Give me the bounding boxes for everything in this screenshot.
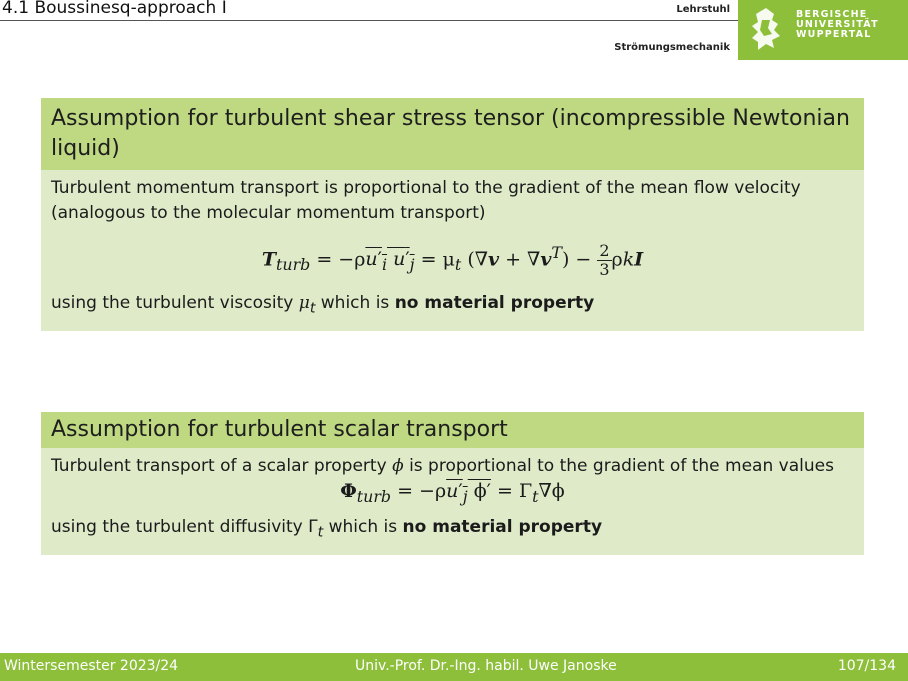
lion-emblem-icon xyxy=(748,6,784,52)
shear-stress-block-title: Assumption for turbulent shear stress tensor (incompressible Newtonian liquid) xyxy=(41,98,864,170)
scalar-transport-description: Turbulent transport of a scalar property ϕ is proportional to the gradient of the mean values xyxy=(51,456,834,476)
chair-label-line2: Strömungsmechanik xyxy=(614,42,730,53)
university-name-line1: BERGISCHE xyxy=(796,9,868,20)
turbulent-diffusivity-note: using the turbulent diffusivity $\Gamma_t$ which is no material property xyxy=(51,516,603,541)
boussinesq-equation: $T_{turb} = -\rho u'_i$ $u'_j = \mu_t$ $(\nabla v + \nabla v^T)$ − $\frac{2}{3}$ ρkI xyxy=(261,240,644,279)
shear-stress-block xyxy=(41,98,864,331)
scalar-flux-equation: $\Phi_{turb} = -\rho u'_j$ $\phi' = \Gamma_t\nabla\phi$ xyxy=(340,480,565,506)
chair-label-line1: Lehrstuhl xyxy=(676,4,730,15)
slide-title: 4.1 Boussinesq-approach I xyxy=(2,0,227,18)
scalar-transport-block-title: Assumption for turbulent scalar transport xyxy=(41,412,864,448)
university-name-line3: WUPPERTAL xyxy=(796,29,872,40)
scalar-transport-block xyxy=(41,412,864,555)
shear-stress-description: Turbulent momentum transport is proportional to the gradient of the mean flow velocity (analogous to the molecular momentum transport) xyxy=(51,178,801,223)
footer-page-number: 107/134 xyxy=(837,658,896,674)
footer-author: Univ.-Prof. Dr.-Ing. habil. Uwe Janoske xyxy=(355,658,617,674)
university-logo xyxy=(738,0,908,60)
footer-bar xyxy=(0,653,908,681)
turbulent-viscosity-note: using the turbulent viscosity $\mu_t$ which is no material property xyxy=(51,292,595,317)
footer-semester: Wintersemester 2023/24 xyxy=(4,658,179,674)
university-name-line2: UNIVERSITÄT xyxy=(796,19,879,30)
header-divider xyxy=(0,20,740,21)
